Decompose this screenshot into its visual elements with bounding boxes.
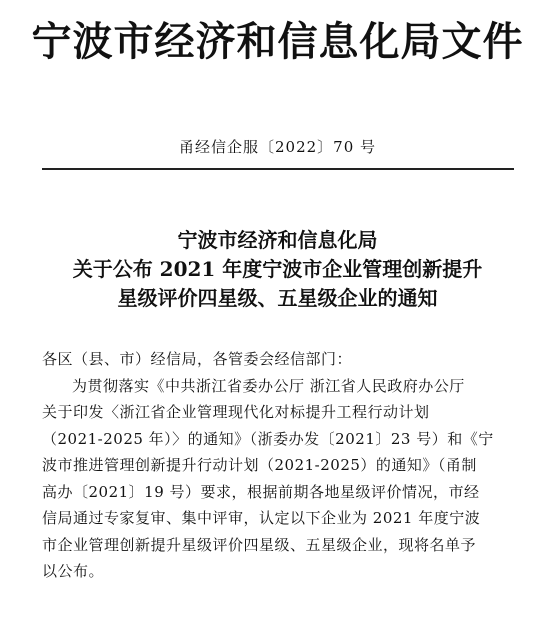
body-line-5: 高办〔2021〕19 号）要求，根据前期各地星级评价情况，市经 [42,482,480,501]
notice-title-line-3: 星级评价四星级、五星级企业的通知 [117,286,438,310]
body-line-8: 以公布。 [42,562,105,580]
body-line-6: 信局通过专家复审、集中评审，认定以下企业为 2021 年度宁波 [42,509,481,527]
body-line-7: 市企业管理创新提升星级评价四星级、五星级企业，现将名单予 [42,535,477,554]
body-line-3: （2021-2025 年）〉的通知》（浙委办发〔2021〕23 号）和《宁 [42,429,494,448]
header-divider-line [42,168,514,170]
body-line-2: 关于印发〈浙江省企业管理现代化对标提升工程行动计划 [42,403,430,421]
notice-title-line-2: 关于公布 2021 年度宁波市企业管理创新提升 [72,257,483,281]
document-header-title: 宁波市经济和信息化局文件 [31,19,524,65]
notice-title [0,226,555,313]
notice-title-line-1: 宁波市经济和信息化局 [177,228,378,252]
body-line-1: 为贯彻落实《中共浙江省委办公厅 浙江省人民政府办公厅 [72,376,465,395]
document-number: 甬经信企服〔2022〕70 号 [178,138,377,156]
notice-body [42,346,514,585]
salutation: 各区（县、市）经信局，各管委会经信部门： [42,350,353,368]
body-line-4: 波市推进管理创新提升行动计划（2021-2025）的通知》（甬制 [42,456,477,474]
